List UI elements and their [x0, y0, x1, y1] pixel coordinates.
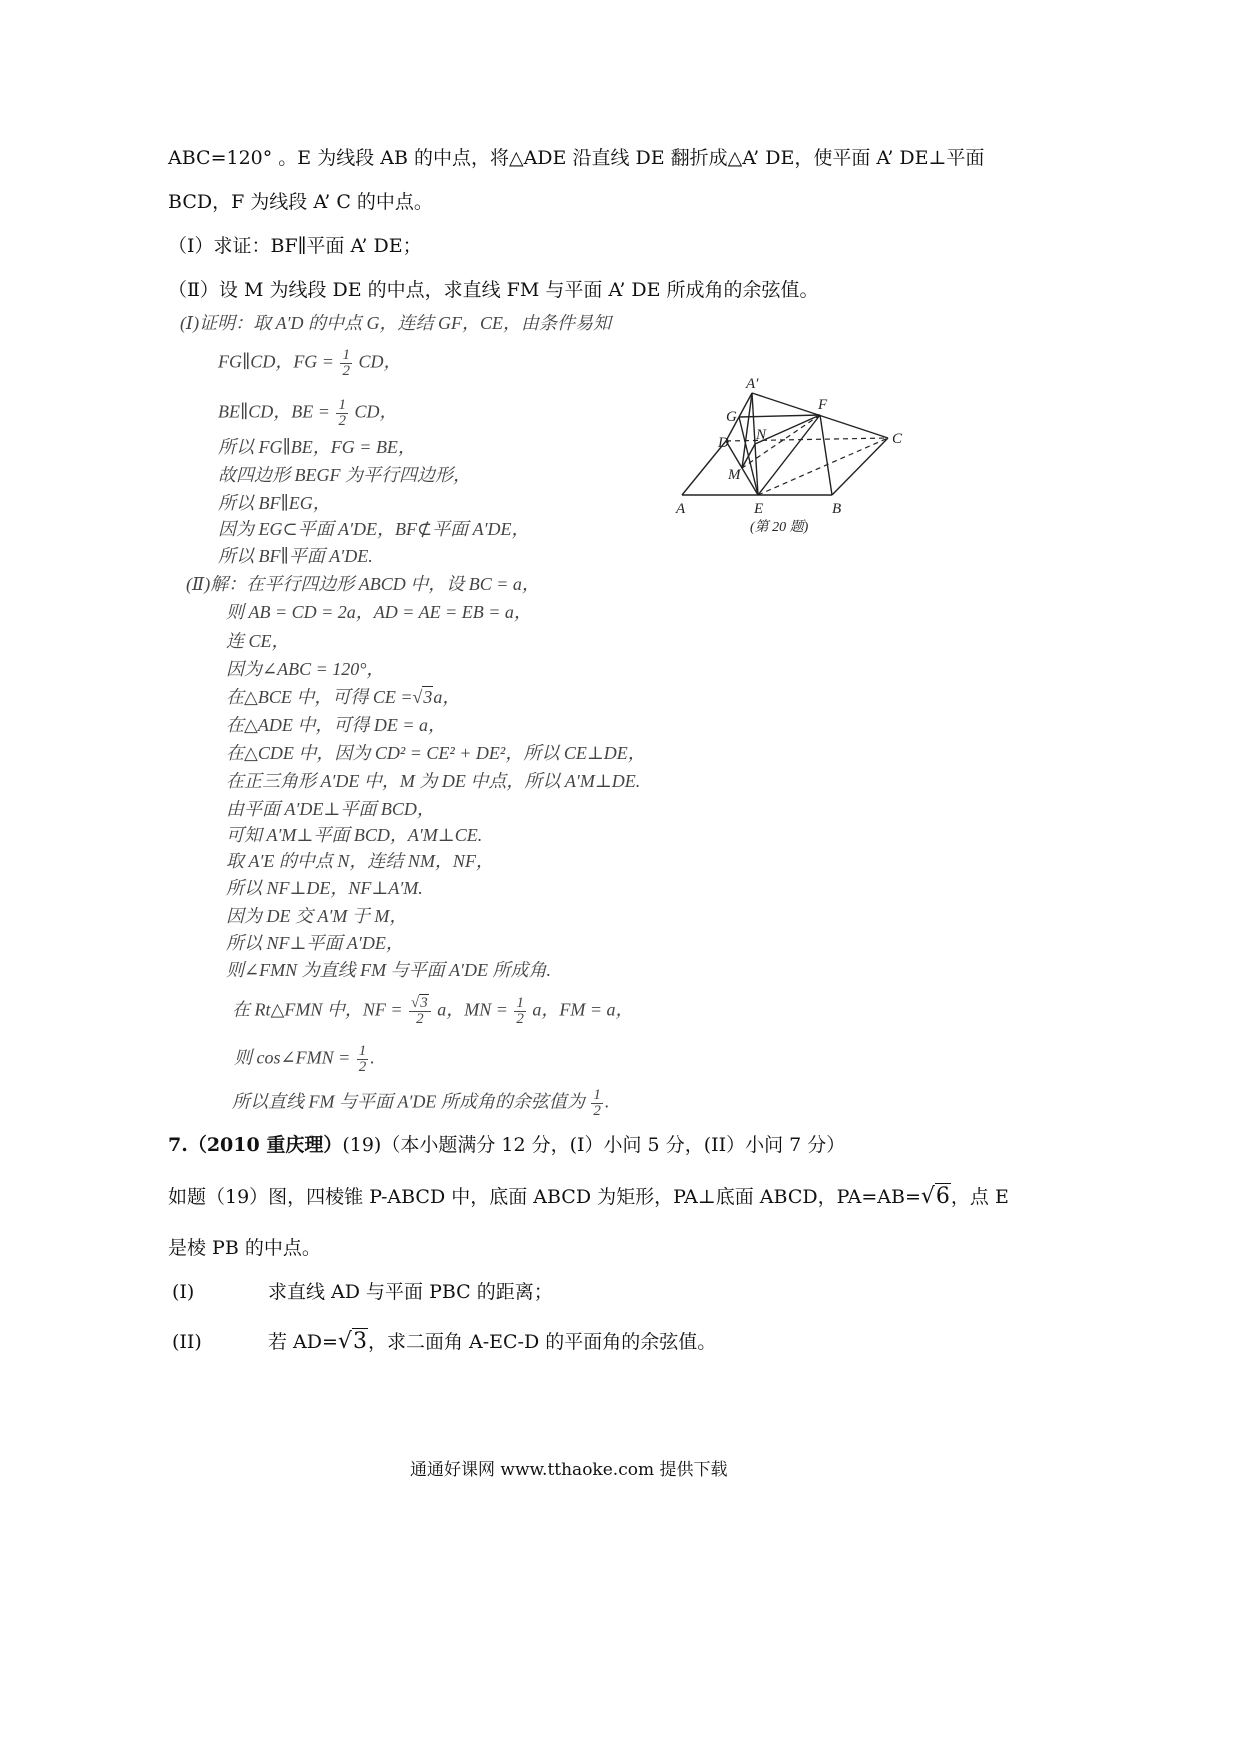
- sqrt-3: √3: [412, 687, 433, 707]
- sqrt-radicand: 3: [423, 687, 433, 707]
- sol-p2-l16c: a，FM = a，: [532, 999, 634, 1020]
- edge-DC-dashed: [726, 438, 888, 441]
- sol-p2-l16: [232, 996, 634, 1027]
- problem6-line2: BCD，F 为线段 A’ C 的中点。: [168, 191, 433, 213]
- edge-A1M: [742, 393, 752, 468]
- sol-p2-l13: 因为 DE 交 A′M 于 M，: [226, 906, 408, 926]
- sol-p1-l8: 所以 BF∥平面 A′DE.: [218, 546, 373, 566]
- sol-p1-l5: 故四边形 BEGF 为平行四边形，: [218, 465, 471, 485]
- label-B: B: [832, 501, 842, 517]
- sol-p2-l8: 在正三角形 A′DE 中，M 为 DE 中点，所以 A′M⊥DE.: [226, 771, 641, 791]
- frac-num: 1: [516, 995, 524, 1011]
- fraction-half: [340, 348, 352, 379]
- label-G: G: [726, 409, 737, 425]
- sol-p2-l1: (Ⅱ)解：在平行四边形 ABCD 中，设 BC = a，: [186, 574, 540, 594]
- sol-p1-l1: (Ⅰ)证明：取 A′D 的中点 G，连结 GF，CE，由条件易知: [180, 313, 612, 333]
- frac-den: 2: [342, 363, 350, 379]
- sqrt-6: √6: [920, 1184, 950, 1209]
- sol-p2-l15: 则∠FMN 为直线 FM 与平面 A′DE 所成角.: [226, 960, 551, 980]
- fraction-half: [357, 1044, 369, 1075]
- problem7-header: [168, 1133, 845, 1157]
- problem7-body1: [168, 1185, 1009, 1209]
- sqrt-3: √3: [410, 995, 428, 1011]
- sol-p2-l16b: a，MN =: [437, 999, 508, 1020]
- fraction-sqrt3-over-2: [409, 996, 431, 1027]
- frac-den: 2: [516, 1011, 524, 1027]
- sqrt-radicand: 3: [420, 995, 428, 1011]
- sol-p1-l6: 所以 BF∥EG，: [218, 493, 331, 513]
- problem6-q2: （Ⅱ）设 M 为线段 DE 的中点，求直线 FM 与平面 A’ DE 所成角的余弦值。: [168, 279, 819, 301]
- sol-p2-l5: [226, 686, 460, 708]
- frac-den: 2: [338, 413, 346, 429]
- frac-num: [409, 996, 431, 1012]
- sqrt-radicand: 3: [352, 1329, 367, 1354]
- frac-num: 1: [593, 1087, 601, 1103]
- geometry-figure: [670, 375, 930, 545]
- frac-den: 2: [358, 1059, 367, 1075]
- item-i-text: 求直线 AD 与平面 PBC 的距离；: [268, 1281, 553, 1303]
- sol-p2-l18-text: 所以直线 FM 与平面 A′DE 所成角的余弦值为: [232, 1091, 585, 1112]
- label-C: C: [892, 431, 903, 447]
- sol-p2-l11: 取 A′E 的中点 N，连结 NM，NF，: [226, 851, 494, 871]
- period: .: [604, 1091, 610, 1112]
- sol-p2-l5a: 在△BCE 中，可得 CE =: [226, 687, 413, 707]
- sqrt-radicand: 6: [935, 1184, 950, 1209]
- figure-caption: (第 20 题): [750, 520, 809, 535]
- problem7-number: 7.（2010 重庆理）: [168, 1134, 343, 1156]
- sol-p1-l2a: FG∥CD，FG =: [218, 351, 334, 372]
- sol-p1-l3b: CD，: [354, 401, 398, 422]
- sol-p2-l3: 连 CE，: [226, 631, 290, 651]
- label-M: M: [728, 467, 741, 483]
- label-N: N: [756, 427, 767, 443]
- label-A1: A′: [746, 376, 759, 392]
- frac-num: 1: [342, 347, 350, 363]
- frac-num: 1: [358, 1043, 367, 1059]
- period: .: [370, 1047, 375, 1068]
- sol-p2-l10: 可知 A′M⊥平面 BCD，A′M⊥CE.: [226, 825, 483, 845]
- sol-p2-l17-text: 则 cos∠FMN =: [234, 1047, 351, 1068]
- sol-p1-l7: 因为 EG⊂平面 A′DE，BF⊄平面 A′DE，: [218, 519, 530, 539]
- sqrt-3: √3: [337, 1329, 367, 1354]
- item-ii-text-b: ，求二面角 A-EC-D 的平面角的余弦值。: [367, 1331, 717, 1353]
- problem7-item-ii: [172, 1330, 716, 1354]
- sol-p1-l3a: BE∥CD，BE =: [218, 401, 330, 422]
- item-ii-label: (II): [172, 1331, 202, 1353]
- fraction-half: [336, 398, 348, 429]
- edge-FB: [820, 415, 832, 495]
- problem7-header-rest: (19)（本小题满分 12 分，(I）小问 5 分，(II）小问 7 分）: [342, 1134, 846, 1156]
- sol-p2-l9: 由平面 A′DE⊥平面 BCD，: [226, 799, 435, 819]
- problem7-item-i: [172, 1280, 553, 1304]
- sol-p2-l12: 所以 NF⊥DE，NF⊥A′M.: [226, 878, 423, 898]
- frac-num: 1: [338, 397, 346, 413]
- edge-EC-dashed: [758, 438, 888, 495]
- problem6-q1: （Ⅰ）求证：BF∥平面 A’ DE；: [168, 235, 422, 257]
- frac-den: 2: [416, 1011, 424, 1027]
- problem7-body1a: 如题（19）图，四棱锥 P-ABCD 中，底面 ABCD 为矩形，PA⊥底面 ABCD，PA=AB=: [168, 1186, 921, 1208]
- label-E: E: [754, 501, 764, 517]
- edge-FE: [758, 415, 820, 495]
- sol-p1-l3: [218, 398, 397, 429]
- fraction-half: [591, 1088, 603, 1119]
- page-footer: 通通好课网 www.tthaoke.com 提供下载: [410, 1460, 728, 1480]
- label-A: A: [676, 501, 686, 517]
- sol-p2-l14: 所以 NF⊥平面 A′DE，: [226, 933, 404, 953]
- sol-p2-l4: 因为∠ABC = 120°，: [226, 659, 385, 679]
- item-i-label: (I): [172, 1281, 195, 1303]
- sol-p2-l5b: a，: [433, 687, 461, 707]
- sol-p2-l6: 在△ADE 中，可得 DE = a，: [226, 715, 446, 735]
- sol-p1-l2b: CD，: [358, 351, 402, 372]
- problem6-line1: ABC=120° 。E 为线段 AB 的中点，将△ADE 沿直线 DE 翻折成△A’ DE，使平面 A’ DE⊥平面: [168, 147, 985, 169]
- problem7-body2: 是棱 PB 的中点。: [168, 1237, 321, 1259]
- label-D: D: [718, 435, 729, 451]
- item-ii-text-a: 若 AD=: [268, 1331, 338, 1353]
- problem7-body1b: ，点 E: [950, 1186, 1009, 1208]
- sol-p2-l2: 则 AB = CD = 2a，AD = AE = EB = a，: [226, 602, 532, 622]
- fraction-half: [514, 996, 526, 1027]
- sol-p2-l18: [232, 1088, 609, 1119]
- sol-p1-l4: 所以 FG∥BE，FG = BE，: [218, 437, 416, 457]
- sol-p2-l17: [234, 1044, 375, 1075]
- sol-p2-l7: 在△CDE 中，因为 CD² = CE² + DE²，所以 CE⊥DE，: [226, 743, 646, 763]
- sol-p2-l16a: 在 Rt△FMN 中，NF =: [232, 999, 403, 1020]
- edge-GF: [739, 415, 820, 417]
- sol-p1-l2: [218, 348, 401, 379]
- frac-den: 2: [593, 1103, 601, 1119]
- edge-BC: [832, 438, 888, 495]
- label-F: F: [818, 397, 828, 413]
